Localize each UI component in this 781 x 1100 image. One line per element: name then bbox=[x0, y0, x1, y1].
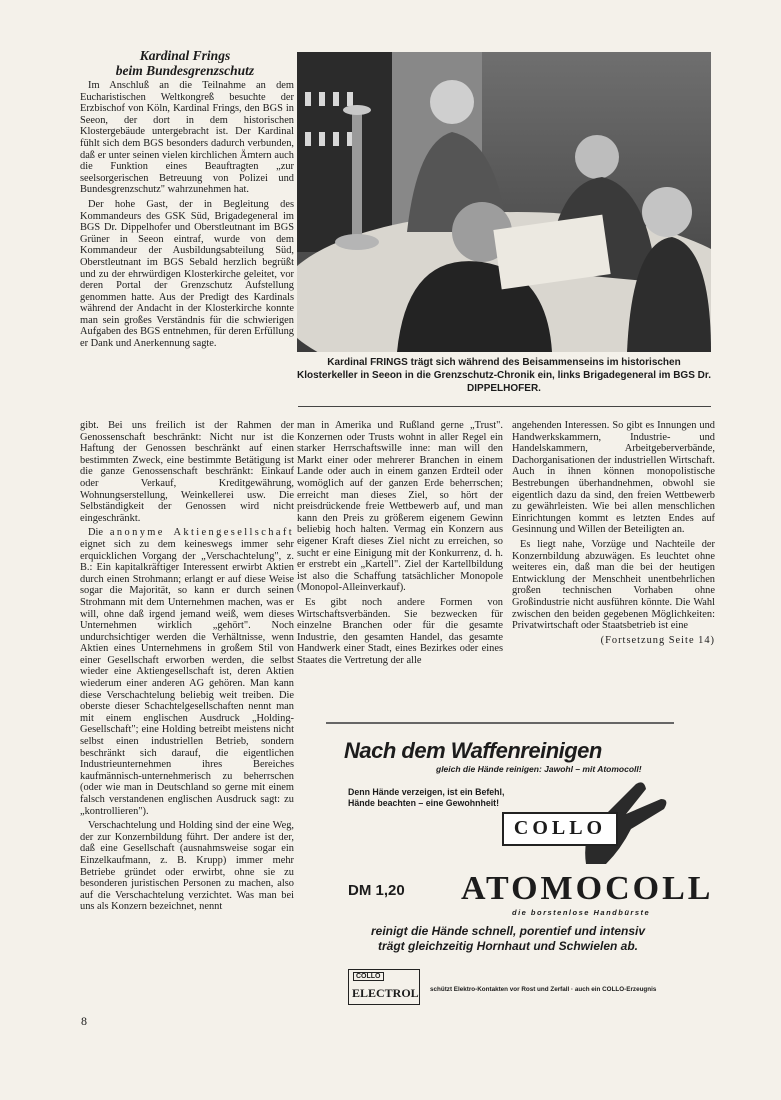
article-title-line2: beim Bundesgrenzschutz bbox=[115, 63, 255, 78]
ad-headline: Nach dem Waffenreinigen bbox=[344, 738, 602, 763]
meeting-photo bbox=[297, 52, 711, 352]
text-span: eignet sich zu dem keineswegs immer sehr erquicklichen Vorgang der „Verschachtelung", z. B.: Ein kapitalkräftiger Interessent erwirbt Aktien durch einen Strohmann; erlangt er auf diese Weise sogar die Majorität, so kann er durch seinen Strohmann mit dem Unternehmen machen, was er will, ohne daß irgend jemand weiß, wem dieses Unternehmen wirklich „gehört". Noch undurchsichtiger werden die Verhältnisse, wenn Aktien eines Unternehmens in großem Stil von einer Gesellschaft erworben werden, die selbst wieder eine Aktiengesellschaft ist, deren Aktien wiederum einer anderen AG gehören. Man kann diese Verschachtelung beliebig weit treiben. Die oberste dieser Schachtelgesellschaften nennt man mit einem englischen Ausdruck „Holding-Gesellschaft"; eine Holding betreibt meistens nicht selbst einen industriellen Betrieb, sondern beschränkt sich darauf, die eigentlichen Industrieunternehmen ihres Bereiches kaufmännisch-unternehmerisch zu beherrschen (oder wie man in Deutschland so gerne mit einem falsch verstandenen englischen Ausdruck sagt: zu „kontrollieren"). bbox=[80, 538, 294, 817]
column-paragraph: Verschachtelung und Holding sind der eine Weg, der zur Konzernbildung führt. Der andere ist der, daß eine Gesellschaft (ausnahmsweise sogar ein Einzelkaufmann, z. B. Krupp) immer mehr Betriebe gründet oder erwirbt, ohne sie zu besonderen juristischen Personen zu machen, also auf die Verschachtelung verzichtet. Was man bei uns als Konzern bezeichnet, nennt bbox=[80, 820, 294, 913]
page-number: 8 bbox=[81, 1014, 87, 1028]
ad-slogan bbox=[348, 924, 668, 954]
column-paragraph: man in Amerika und Rußland gerne „Trust". Konzernen oder Trusts wohnt in aller Regel ein starker Herrschaftswille inne: man will den Markt einer oder mehrerer Branchen in einem Lande oder auch in einem ganzen Erdteil oder womöglich auf der ganzen Erde beherrschen; erreicht man dieses Ziel, so hört der preisdrückende freie Wettbewerb auf, und man kann den Preis zu größerem eigenem Gewinn beliebig hoch halten. Vermag ein Konzern aus eigener Kraft dieses Ziel nicht zu erreichen, so sucht er eine Einigung mit der Konkurrenz, d. h. er erstrebt ein „Kartell". Ziel der Kartellbildung ist also die Schaffung tatsächlicher Monopole (Monopol-Alleinverkauf). bbox=[297, 420, 503, 594]
article-title-line1: Kardinal Frings bbox=[139, 48, 231, 63]
article-body bbox=[80, 80, 294, 353]
ad-small-print: schützt Elektro-Kontakten vor Rost und Zerfall · auch ein COLLO-Erzeugnis bbox=[430, 986, 657, 993]
emphasis-term: anonyme Aktiengesellschaft bbox=[109, 527, 294, 539]
collo-logo: COLLO bbox=[502, 812, 618, 846]
ad-hands-line: Hände beachten – eine Gewohnheit! bbox=[348, 798, 500, 808]
column-paragraph: angehenden Interessen. So gibt es Innungen und Handwerkskammern, Industrie- und Handelskammern, Arbeitgeberverbände, Dachorganisationen der industriellen Wirtschaft. Auch in ihnen können monopolistische Bestrebungen überhandnehmen, obwohl sie eigentlich dazu da sind, den freien Wettbewerb zu gewährleisten. Wie bei allen menschlichen Einrichtungen kommt es letzten Endes auf Gesinnung und Willen der Beteiligten an. bbox=[512, 420, 715, 536]
article-title bbox=[80, 48, 290, 78]
text-column-3 bbox=[512, 420, 715, 649]
ad-brand: ATOMOCOLL bbox=[461, 870, 714, 907]
continuation-note: (Fortsetzung Seite 14) bbox=[600, 634, 715, 646]
ad-hands-line: Denn Hände verzeigen, ist ein Befehl, bbox=[348, 787, 505, 797]
ad-brand-sub: die borstenlose Handbürste bbox=[512, 908, 651, 917]
column-paragraph: Es liegt nahe, Vorzüge und Nachteile der Konzernbildung abzuwägen. Es leuchtet ohne weiteres ein, daß man die bei der heutigen Entwicklung der Menschheit unentbehrlichen großen technischen Vorhaben ohne Großindustrie nicht ausführen könnte. Die Wahl zwischen den beiden gegebenen Möglichkeiten: Privatwirtschaft oder Staatsbetrieb ist eine bbox=[512, 538, 715, 632]
text-span: Die bbox=[88, 527, 104, 539]
electrol-name: ELECTROL bbox=[352, 986, 419, 1000]
text-column-1 bbox=[80, 420, 294, 916]
divider bbox=[298, 406, 711, 407]
ad-subline: gleich die Hände reinigen: Jawohl – mit Atomocoll! bbox=[436, 764, 642, 774]
column-paragraph bbox=[80, 527, 294, 817]
article-paragraph: Im Anschluß an die Teilnahme an dem Eucharistischen Weltkongreß besuchte der Erzbischof von Köln, Kardinal Frings, den BGS in Seeon, der dort in dem historischen Klostergebäude untergebracht ist. Der Kardinal fühlt sich dem BGS besonders dadurch verbunden, daß er unter seinen vielen kirchlichen Ämtern auch die Funktion eines Beauftragten „zur seelsorgerischen Betreuung von Polizei und Bundesgrenzschutz" wahrzunehmen hat. bbox=[80, 80, 294, 196]
advertisement bbox=[326, 722, 714, 1017]
text-column-2 bbox=[297, 420, 503, 669]
photo-caption: Kardinal FRINGS trägt sich während des Beisammenseins im historischen Klosterkeller in Seeon in die Grenzschutz-Chronik ein, links Brigadegeneral im BGS Dr. DIPPELHOFER. bbox=[297, 357, 711, 394]
electrol-top: COLLO bbox=[353, 972, 384, 981]
ad-hands-text bbox=[348, 787, 518, 809]
article-paragraph: Der hohe Gast, der in Begleitung des Kommandeurs des GSK Süd, Brigadegeneral im BGS Dr. Dippelhofer und Oberstleutnant im BGS Grüner in Seeon eintraf, wurde von dem Kommandeur der Ausbildungsabteilung Süd, Oberstleutnant im BGS Sebald herzlich begrüßt und zu der ehrwürdigen Klosterkirche geleitet, vor deren Portal der Grenzschutz Aufstellung genommen hatte. Aus der Predigt des Kardinals während der Andacht in der Klosterkirche konnte man sein großes Verständnis für die schwierigen Aufgaben des BGS entnehmen, für deren Erfüllung er Dank und Anerkennung sagte. bbox=[80, 198, 294, 350]
column-paragraph: Es gibt noch andere Formen von Wirtschaftsverbänden. Sie bezwecken für einzelne Branchen oder für die gesamte Industrie, den gesamten Handel, das gesamte Handwerk einer Stadt, eines Bezirkes oder eines Staates die Vertretung der alle bbox=[297, 596, 503, 666]
ad-slogan-line: trägt gleichzeitig Hornhaut und Schwielen ab. bbox=[377, 939, 639, 953]
electrol-logo bbox=[348, 969, 420, 1005]
column-paragraph: gibt. Bei uns freilich ist der Rahmen der Genossenschaft beschränkt: Nicht nur ist die Haftung der Genossen beschränkt auf einen bestimmten Zweck, eine bestimmte Betätigung ist die ganze Genossenschaft beschränkt: Einkauf oder Verkauf, Kreditgewährung, Wohnungserstellung, Weinkellerei usw. Die Selbständigkeit der Genossen wird nicht eingeschränkt. bbox=[80, 420, 294, 524]
meeting-photo-illustration bbox=[297, 52, 711, 352]
ad-price: DM 1,20 bbox=[348, 882, 405, 899]
ad-slogan-line: reinigt die Hände schnell, porentief und intensiv bbox=[370, 924, 646, 938]
